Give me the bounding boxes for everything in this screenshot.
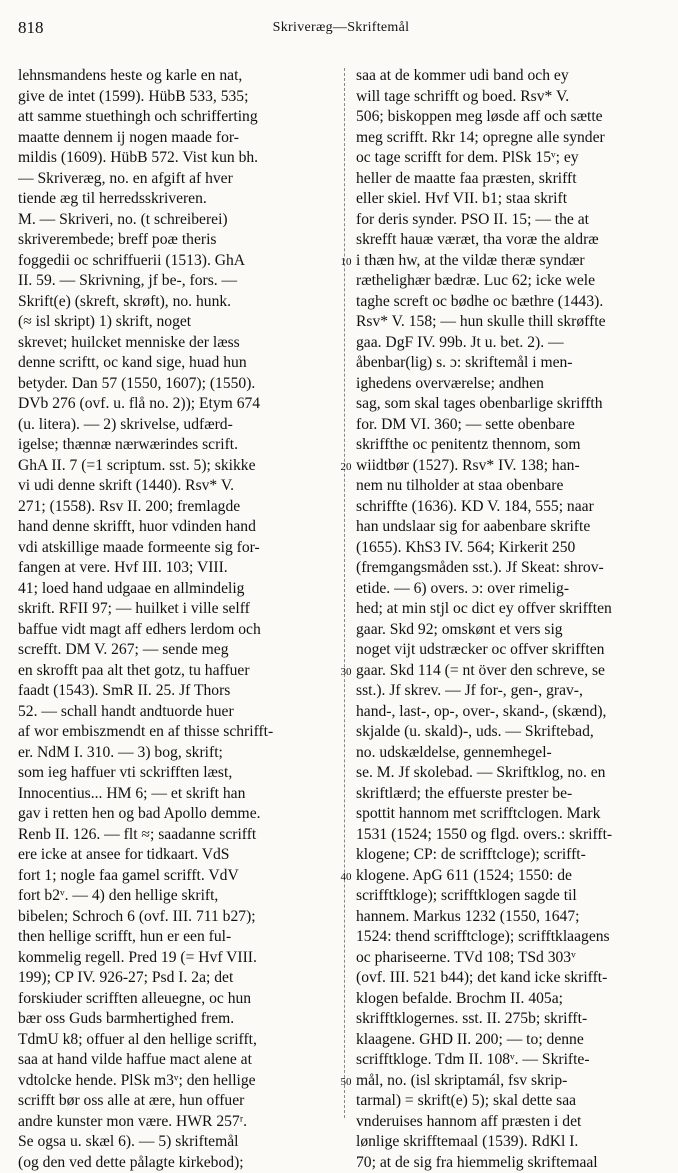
text-line: wiidtbør (1527). Rsv* IV. 138; han- (356, 456, 668, 477)
text-line: faadt (1543). SmR II. 25. Jf Thors (18, 681, 336, 702)
margin-line-number: 20 (336, 461, 356, 473)
text-line: 41; loed hand udgaae en allmindelig (18, 579, 336, 600)
text-line: meg scrifft. Rkr 14; opregne alle synder (356, 128, 668, 149)
text-line: for deris synder. PSO II. 15; — the at (356, 210, 668, 231)
text-line: skjalde (u. skald)-, uds. — Skriftebad, (356, 722, 668, 743)
text-line: (1655). KhS3 IV. 564; Kirkerit 250 (356, 538, 668, 559)
margin-line-number: 10 (336, 256, 356, 268)
text-line: mildis (1609). HübB 572. Vist kun bh. (18, 148, 336, 169)
text-line: andre kunster mon være. HWR 257ʳ. (18, 1112, 336, 1133)
running-title: Skriveræg—Skriftemål (18, 20, 664, 36)
text-line: skrefft hauæ væræt, tha voræ the aldræ (356, 230, 668, 251)
text-line: skriftlærd; the effuerste prester be- (356, 784, 668, 805)
text-line: vdi atskillige maade formeente sig for- (18, 538, 336, 559)
text-line: ere icke at ansee for tidkaart. VdS (18, 845, 336, 866)
page-header (18, 18, 664, 40)
text-line: skrevet; huilcket menniske der læss (18, 333, 336, 354)
text-line: Renb II. 126. — flt ≈; saadanne scrifft (18, 825, 336, 846)
text-line: lønlige skrifftemaal (1539). RdKl I. (356, 1132, 668, 1153)
text-line: hannem. Markus 1232 (1550, 1647; (356, 907, 668, 928)
text-line: klogen befalde. Brochm II. 405a; (356, 989, 668, 1010)
text-line: give de intet (1599). HübB 533, 535; (18, 87, 336, 108)
left-column (18, 66, 336, 1173)
text-line: fort b2ᵛ. — 4) den hellige skrift, (18, 886, 336, 907)
text-line: lehnsmandens heste og karle en nat, (18, 66, 336, 87)
text-line: (fremgangsmåden sst.). Jf Skeat: shrov- (356, 558, 668, 579)
text-line: klogene. ApG 611 (1524; 1550: de (356, 866, 668, 887)
column-divider (344, 68, 345, 1118)
text-line: will tage schrifft og boed. Rsv* V. (356, 87, 668, 108)
text-line: att samme stuethingh och schrifferting (18, 107, 336, 128)
text-line: 1524: thend scrifftcloge); scrifftklaagens (356, 927, 668, 948)
text-line: M. — Skriveri, no. (t schreiberei) (18, 210, 336, 231)
text-line: sst.). Jf skrev. — Jf for-, gen-, grav-, (356, 681, 668, 702)
text-line: TdmU k8; offuer al den hellige scrifft, (18, 1030, 336, 1051)
margin-line-number: 30 (336, 666, 356, 678)
text-line: en skrofft paa alt thet gotz, tu haffuer (18, 661, 336, 682)
text-line: gaa. DgF IV. 99b. Jt u. bet. 2). — (356, 333, 668, 354)
text-line: gaar. Skd 92; omskønt et vers sig (356, 620, 668, 641)
text-line: klogene; CP: de scrifftcloge); scrifft- (356, 845, 668, 866)
text-line: gaar. Skd 114 (= nt över den schreve, se (356, 661, 668, 682)
text-line: er. NdM I. 310. — 3) bog, skrift; (18, 743, 336, 764)
text-line: skrift. RFII 97; — huilket i ville selff (18, 599, 336, 620)
text-line: denne scriftt, oc kand sige, huad hun (18, 353, 336, 374)
text-line: Rsv* V. 158; — hun skulle thill skrøffte (356, 312, 668, 333)
text-line: betyder. Dan 57 (1550, 1607); (1550). (18, 374, 336, 395)
text-line: Se ogsa u. skæl 6). — 5) skriftemål (18, 1132, 336, 1153)
text-line: tiende æg til herredsskriveren. (18, 189, 336, 210)
text-line: oc tage scrifft for dem. PlSk 15ᵛ; ey (356, 148, 668, 169)
margin-line-number: 50 (336, 1076, 356, 1088)
text-line: etide. — 6) overs. ɔ: over rimelig- (356, 579, 668, 600)
text-line: han undslaar sig for aabenbare skrifte (356, 517, 668, 538)
text-line: se. M. Jf skolebad. — Skriftklog, no. en (356, 763, 668, 784)
text-line: bær oss Guds barmhertighed frem. (18, 1009, 336, 1030)
text-line: vdtolcke hende. PlSk m3ᵛ; den hellige (18, 1071, 336, 1092)
text-line: Innocentius... HM 6; — et skrift han (18, 784, 336, 805)
text-line: sag, som skal tages obenbarlige skriffth (356, 394, 668, 415)
text-line: 199); CP IV. 926-27; Psd I. 2a; det (18, 968, 336, 989)
text-line: 1531 (1524; 1550 og flgd. overs.: skrifft- (356, 825, 668, 846)
text-line: kommelig regell. Pred 19 (= Hvf VIII. (18, 948, 336, 969)
text-line: nem nu tilholder at staa obenbare (356, 476, 668, 497)
text-line: igelse; thænnæ nærwærindes scrift. (18, 435, 336, 456)
text-line: klaagene. GHD II. 200; — to; denne (356, 1030, 668, 1051)
text-line: skrifftklogernes. sst. II. 275b; skrifft- (356, 1009, 668, 1030)
text-line: heller de maatte faa præsten, skrifft (356, 169, 668, 190)
text-line: (ovf. III. 521 b44); det kand icke skrifft- (356, 968, 668, 989)
text-line: som ieg haffuer vti sckrifften læst, (18, 763, 336, 784)
text-line: af wor embiszmendt en af thisse schrifft- (18, 722, 336, 743)
text-line: vnderuises hannom aff præsten i det (356, 1112, 668, 1133)
text-line: maatte dennem ij nogen maade for- (18, 128, 336, 149)
text-line: (u. litera). — 2) skrivelse, udfærd- (18, 415, 336, 436)
text-line: scrifftkloge); scrifftklogen sagde til (356, 886, 668, 907)
text-line: tarmal) = skrift(e) 5); skal dette saa (356, 1091, 668, 1112)
text-line: fangen at vere. Hvf III. 103; VIII. (18, 558, 336, 579)
text-line: eller skiel. Hvf VII. b1; staa skrift (356, 189, 668, 210)
text-line: 271; (1558). Rsv II. 200; fremlagde (18, 497, 336, 518)
text-line: gav i retten hen og bad Apollo demme. (18, 804, 336, 825)
text-line: schriffte (1636). KD V. 184, 555; naar (356, 497, 668, 518)
margin-line-number: 40 (336, 871, 356, 883)
text-line: saa at hand vilde haffue mact alene at (18, 1050, 336, 1071)
text-line: foggedii oc schriffuerii (1513). GhA (18, 251, 336, 272)
text-line: hand-, last-, op-, over-, skand-, (skænd), (356, 702, 668, 723)
text-line: forskiuder scrifften alleuegne, oc hun (18, 989, 336, 1010)
text-line: spottit hannom met scrifftclogen. Mark (356, 804, 668, 825)
text-line: then hellige scrifft, hun er een ful- (18, 927, 336, 948)
text-line: (og den ved dette pålagte kirkebod); (18, 1153, 336, 1173)
text-line: 506; biskoppen meg løsde aff och sætte (356, 107, 668, 128)
text-line: II. 59. — Skrivning, jf be-, fors. — (18, 271, 336, 292)
page-number: 818 (18, 18, 44, 38)
text-line: (≈ isl skript) 1) skrift, noget (18, 312, 336, 333)
right-column (356, 66, 668, 1173)
text-line: baffue vidt magt aff edhers lerdom och (18, 620, 336, 641)
text-line: hand denne skrifft, huor vdinden hand (18, 517, 336, 538)
text-line: taghe screft oc bødhe oc bæthre (1443). (356, 292, 668, 313)
text-line: 70; at de sig fra hiemmelig skriftemaal (356, 1153, 668, 1173)
text-line: scrifftkloge. Tdm II. 108ᵛ. — Skrifte- (356, 1050, 668, 1071)
text-line: 52. — schall handt andtuorde huer (18, 702, 336, 723)
text-line: skriffthe oc penitentz thennom, som (356, 435, 668, 456)
text-line: ræthelighær bædræ. Luc 62; icke wele (356, 271, 668, 292)
text-line: noget vijt udstræcker oc offver skrifften (356, 640, 668, 661)
text-line: GhA II. 7 (=1 scriptum. sst. 5); skikke (18, 456, 336, 477)
text-line: skriverembede; breff poæ theris (18, 230, 336, 251)
text-line: — Skriveræg, no. en afgift af hver (18, 169, 336, 190)
text-line: i thæn hw, at the vildæ theræ syndær (356, 251, 668, 272)
text-line: DVb 276 (ovf. u. flå no. 2)); Etym 674 (18, 394, 336, 415)
text-line: bibelen; Schroch 6 (ovf. III. 711 b27); (18, 907, 336, 928)
text-line: Skrift(e) (skreft, skrøft), no. hunk. (18, 292, 336, 313)
text-line: scrifft bør oss alle at ære, hun offuer (18, 1091, 336, 1112)
text-line: ighedens overværelse; andhen (356, 374, 668, 395)
text-line: no. udskældelse, gennemhegel- (356, 743, 668, 764)
text-line: vi udi denne skrift (1440). Rsv* V. (18, 476, 336, 497)
text-line: hed; at min stjl oc dict ey offver skrifften (356, 599, 668, 620)
text-line: oc phariseerne. TVd 108; TSd 303ᵛ (356, 948, 668, 969)
text-line: fort 1; nogle faa gamel scrifft. VdV (18, 866, 336, 887)
text-line: screfft. DM V. 267; — sende meg (18, 640, 336, 661)
text-line: for. DM VI. 360; — sette obenbare (356, 415, 668, 436)
text-line: saa at de kommer udi band och ey (356, 66, 668, 87)
text-line: åbenbar(lig) s. ɔ: skriftemål i men- (356, 353, 668, 374)
text-line: mål, no. (isl skriptamál, fsv skrip- (356, 1071, 668, 1092)
